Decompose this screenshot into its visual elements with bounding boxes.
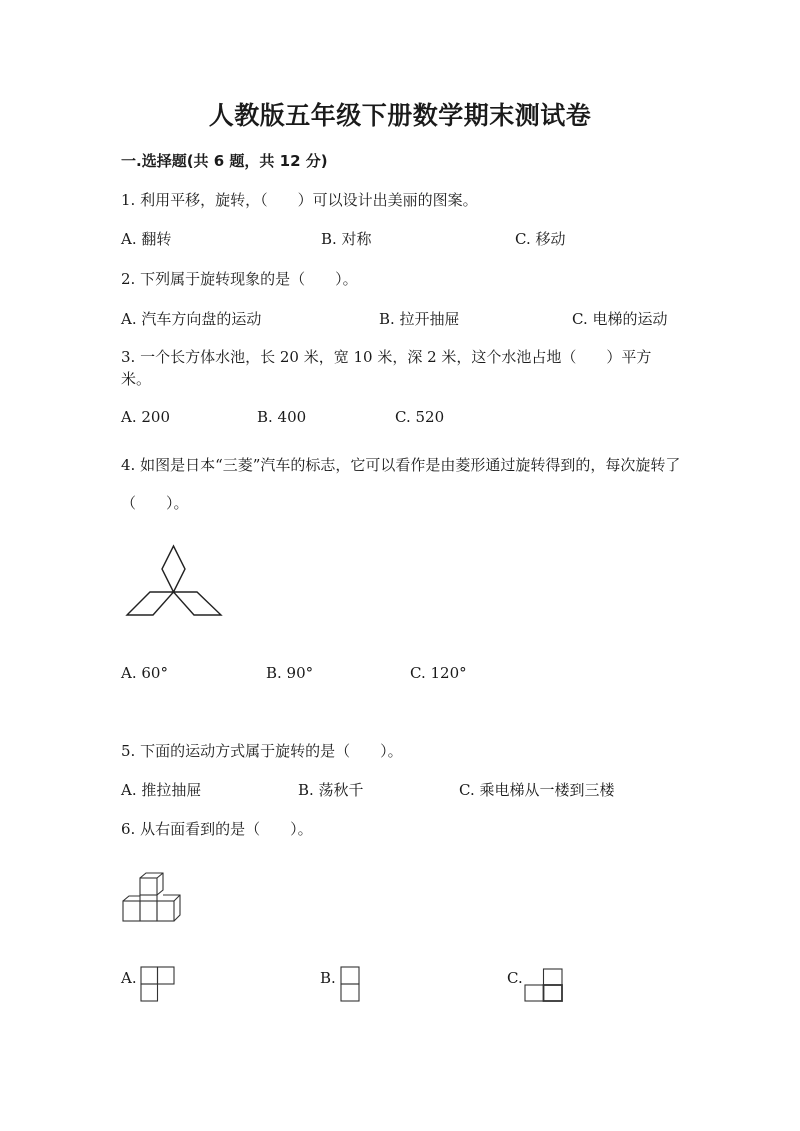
left-rhombus bbox=[127, 592, 174, 615]
question-5-option-c: C. 乘电梯从一楼到三楼 bbox=[459, 781, 615, 799]
cube-stack-figure bbox=[120, 872, 192, 924]
question-3-option-a: A. 200 bbox=[121, 408, 170, 426]
question-1-option-a: A. 翻转 bbox=[121, 230, 172, 248]
question-4-text: 4. 如图是日本“三菱”汽车的标志，它可以看作是由菱形通过旋转得到的，每次旋转了（ ）。 bbox=[121, 456, 681, 512]
right-rhombus bbox=[174, 592, 222, 615]
question-2-option-b: B. 拉开抽屉 bbox=[379, 310, 460, 328]
question-6-option-c: C. bbox=[507, 969, 523, 987]
question-1-text: 1. 利用平移，旋转，（ ）可以设计出美丽的图案。 bbox=[121, 191, 478, 209]
question-1-option-b: B. 对称 bbox=[321, 230, 372, 248]
question-3-text: 3. 一个长方体水池，长 20 米，宽 10 米，深 2 米，这个水池占地（ ）平方米。 bbox=[121, 348, 652, 388]
question-1-option-c: C. 移动 bbox=[515, 230, 566, 248]
top-rhombus bbox=[162, 546, 185, 592]
question-6-option-b: B. bbox=[320, 969, 336, 987]
mitsubishi-logo-figure bbox=[120, 540, 230, 620]
question-5-text: 5. 下面的运动方式属于旋转的是（ ）。 bbox=[121, 742, 403, 760]
question-2-text: 2. 下列属于旋转现象的是（ ）。 bbox=[121, 270, 358, 288]
question-3-option-c: C. 520 bbox=[395, 408, 445, 426]
question-4-option-b: B. 90° bbox=[266, 664, 314, 682]
question-2-option-c: C. 电梯的运动 bbox=[572, 310, 668, 328]
question-5-option-b: B. 荡秋千 bbox=[298, 781, 364, 799]
question-2-option-a: A. 汽车方向盘的运动 bbox=[121, 310, 262, 328]
question-6-text: 6. 从右面看到的是（ ）。 bbox=[121, 820, 313, 838]
option-a-view-figure bbox=[140, 966, 176, 1004]
question-4-option-c: C. 120° bbox=[410, 664, 467, 682]
question-5-option-a: A. 推拉抽屉 bbox=[121, 781, 202, 799]
section-heading: 一.选择题(共 6 题，共 12 分) bbox=[121, 152, 328, 170]
question-4-option-a: A. 60° bbox=[121, 664, 168, 682]
question-6-option-a: A. bbox=[121, 969, 137, 987]
question-3-option-b: B. 400 bbox=[257, 408, 307, 426]
page-title: 人教版五年级下册数学期末测试卷 bbox=[208, 101, 592, 130]
option-b-view-figure bbox=[340, 966, 362, 1004]
option-c-view-figure bbox=[524, 968, 566, 1004]
